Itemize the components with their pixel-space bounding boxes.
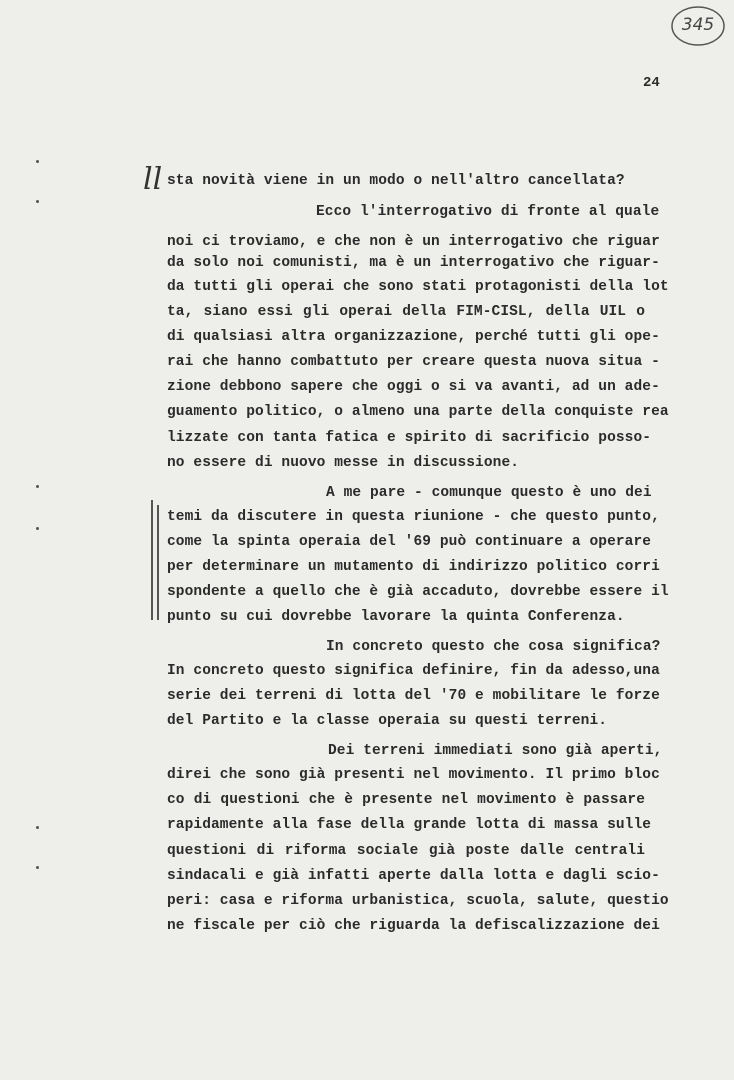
text-line: rai che hanno combattuto per creare questa nuova situa - [167, 354, 660, 370]
punch-dot [36, 866, 39, 869]
punch-dot [36, 527, 39, 530]
text-line: sindacali e già infatti aperte dalla lotta e dagli scio- [167, 868, 660, 884]
text-line: per determinare un mutamento di indirizzo politico corri [167, 559, 660, 575]
text-line: co di questioni che è presente nel movimento è passare [167, 792, 645, 808]
text-line: sta novità viene in un modo o nell'altro cancellata? [167, 173, 625, 189]
text-line: ta, siano essi gli operai della FIM-CISL, della UIL o [167, 304, 645, 320]
text-line: punto su cui dovrebbe lavorare la quinta Conferenza. [167, 609, 625, 625]
text-line: In concreto questo che cosa significa? [326, 639, 661, 655]
text-line: Ecco l'interrogativo di fronte al quale [316, 204, 660, 220]
text-line: Dei terreni immediati sono già aperti, [328, 743, 663, 759]
margin-mark: ll [143, 162, 163, 197]
text-line: serie dei terreni di lotta del '70 e mobilitare le forze [167, 688, 660, 704]
text-line: da tutti gli operai che sono stati protagonisti della lot [167, 279, 669, 295]
text-line: lizzate con tanta fatica e spirito di sacrificio posso- [167, 430, 652, 446]
text-line: di qualsiasi altra organizzazione, perché tutti gli ope- [167, 329, 660, 345]
text-line: spondente a quello che è già accaduto, dovrebbe essere il [167, 584, 669, 600]
text-line: del Partito e la classe operaia su questi terreni. [167, 713, 608, 729]
punch-dot [36, 826, 39, 829]
margin-bracket-line [157, 505, 159, 620]
text-line: ne fiscale per ciò che riguarda la defiscalizzazione dei [167, 918, 660, 934]
archive-stamp [668, 4, 728, 48]
text-line: In concreto questo significa definire, fin da adesso,una [167, 663, 660, 679]
page-number: 24 [643, 75, 660, 91]
text-line: peri: casa e riforma urbanistica, scuola, salute, questio [167, 893, 669, 909]
text-line: da solo noi comunisti, ma è un interrogativo che riguar- [167, 255, 660, 271]
text-line: direi che sono già presenti nel movimento. Il primo bloc [167, 767, 660, 783]
text-line: guamento politico, o almeno una parte della conquiste rea [167, 404, 669, 420]
text-line: temi da discutere in questa riunione - che questo punto, [167, 509, 660, 525]
text-line: A me pare - comunque questo è uno dei [326, 485, 652, 501]
text-line: questioni di riforma sociale già poste dalle centrali [167, 843, 645, 859]
text-line: zione debbono sapere che oggi o si va avanti, ad un ade- [167, 379, 660, 395]
stamp-number: 345 [681, 15, 715, 35]
punch-dot [36, 200, 39, 203]
text-line: no essere di nuovo messe in discussione. [167, 455, 520, 471]
text-line: rapidamente alla fase della grande lotta di massa sulle [167, 817, 652, 833]
margin-bracket-line [151, 500, 153, 620]
text-line: come la spinta operaia del '69 può continuare a operare [167, 534, 652, 550]
punch-dot [36, 160, 39, 163]
punch-dot [36, 485, 39, 488]
text-line: noi ci troviamo, e che non è un interrogativo che riguar [167, 234, 660, 250]
